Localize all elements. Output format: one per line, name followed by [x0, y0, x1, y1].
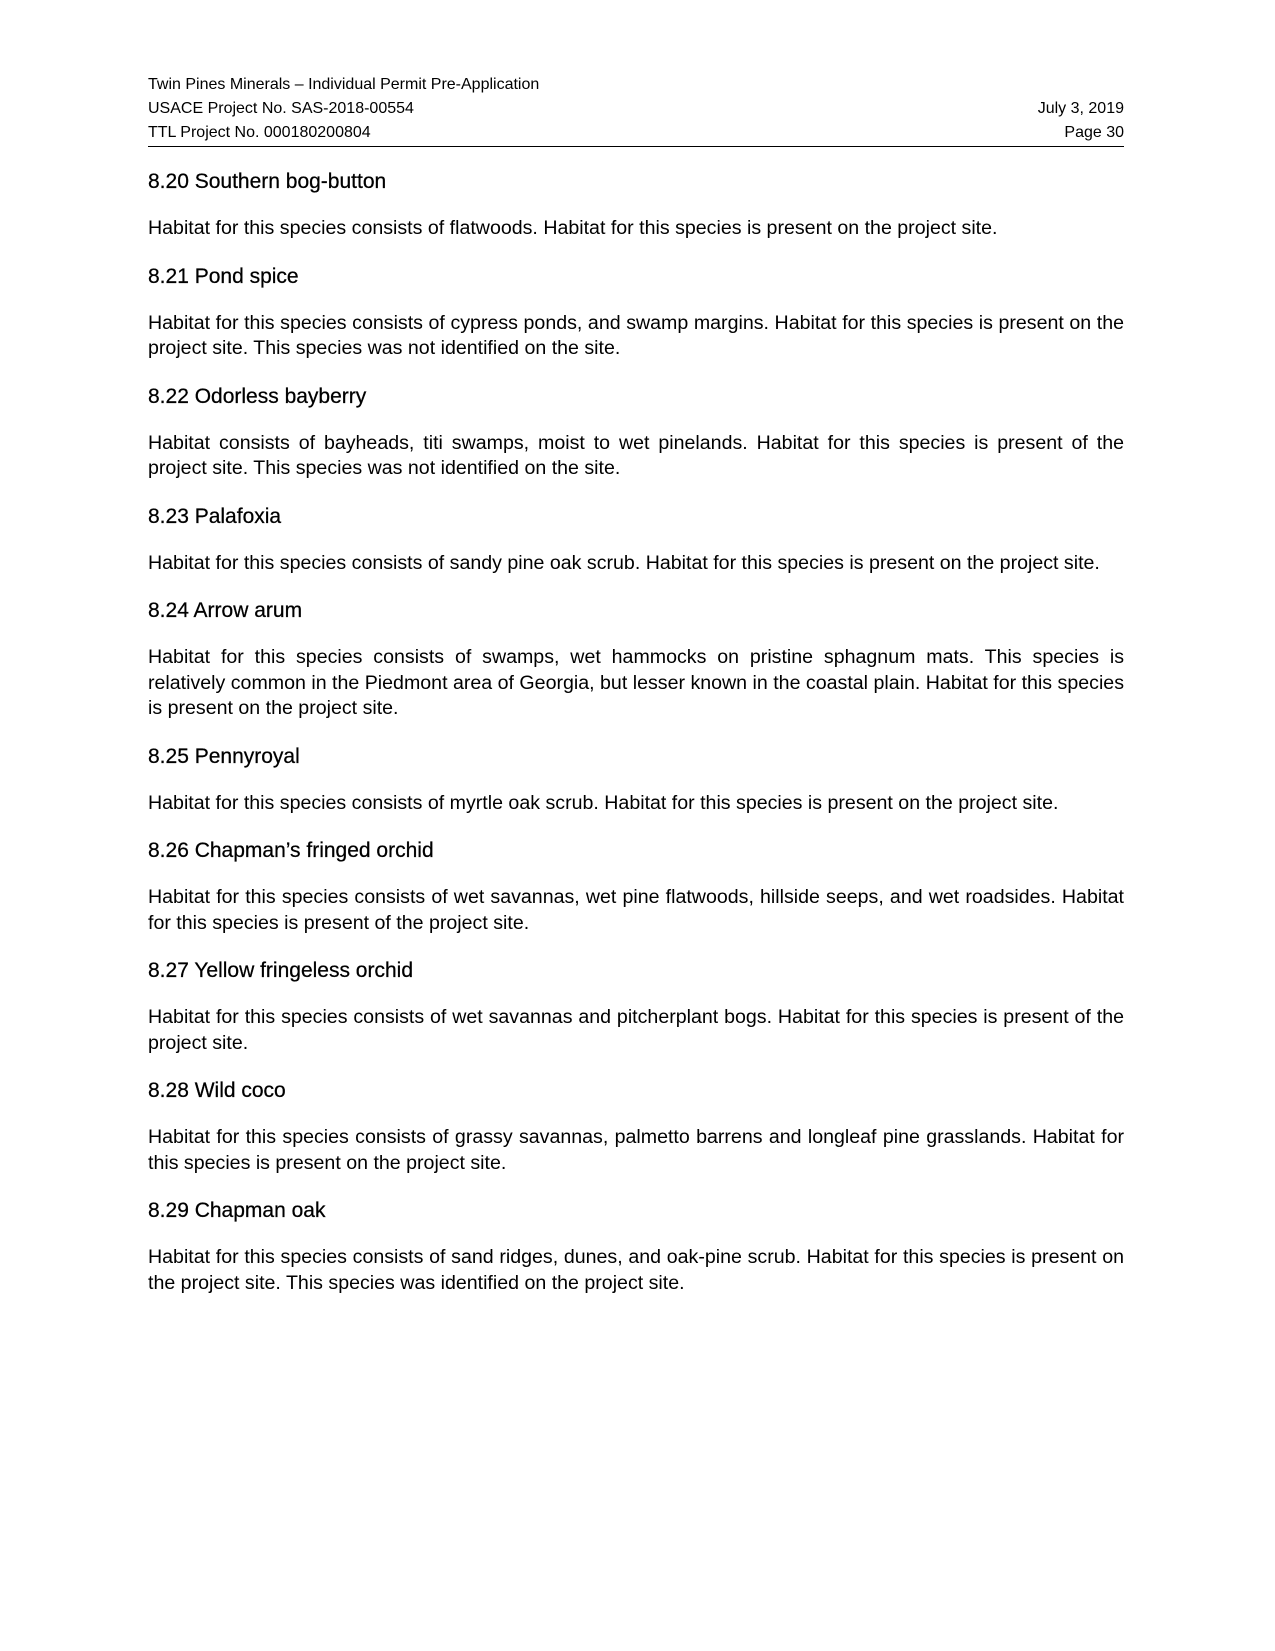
section-8-21 [148, 261, 1124, 362]
header-usace-project-number: USACE Project No. SAS-2018-00554 [148, 100, 414, 117]
header-date: July 3, 2019 [1037, 100, 1124, 117]
section-heading: 8.27 Yellow fringeless orchid [148, 959, 414, 982]
section-8-22 [148, 381, 1124, 482]
header-ttl-project-number: TTL Project No. 000180200804 [148, 124, 371, 141]
section-paragraph: Habitat for this species consists of grassy savannas, palmetto barrens and longleaf pine grasslands. Habitat for this species is present on the project site. [148, 1126, 1124, 1174]
section-paragraph: Habitat consists of bayheads, titi swamps, moist to wet pinelands. Habitat for this species is present of the project site. This species was not identified on the site. [148, 431, 1124, 479]
section-paragraph: Habitat for this species consists of flatwoods. Habitat for this species is present on the project site. [148, 217, 998, 239]
header-row-2 [148, 97, 1124, 121]
section-heading: 8.28 Wild coco [148, 1079, 286, 1102]
section-heading: 8.20 Southern bog-button [148, 170, 387, 193]
section-8-25 [148, 741, 1124, 817]
section-8-26 [148, 835, 1124, 936]
section-heading: 8.24 Arrow arum [148, 599, 303, 622]
section-paragraph: Habitat for this species consists of sandy pine oak scrub. Habitat for this species is present on the project site. [148, 551, 1100, 574]
section-heading: 8.26 Chapman’s fringed orchid [148, 839, 434, 862]
section-8-23 [148, 501, 1124, 577]
section-heading: 8.21 Pond spice [148, 264, 299, 288]
section-paragraph: Habitat for this species consists of myrtle oak scrub. Habitat for this species is present on the project site. [148, 791, 1059, 814]
section-8-29 [148, 1195, 1124, 1296]
section-8-28 [148, 1075, 1124, 1176]
section-paragraph: Habitat for this species consists of wet savannas and pitcherplant bogs. Habitat for this species is present of the project site. [148, 1006, 1124, 1054]
page-header [148, 73, 1124, 147]
section-paragraph: Habitat for this species consists of cypress ponds, and swamp margins. Habitat for this species is present on the project site. This species was not identified on the site. [148, 311, 1124, 359]
section-heading: 8.25 Pennyroyal [148, 744, 300, 768]
header-document-title: Twin Pines Minerals – Individual Permit Pre-Application [148, 76, 540, 93]
section-paragraph: Habitat for this species consists of sand ridges, dunes, and oak-pine scrub. Habitat for this species is present on the project site. This species was identified on the project site. [148, 1246, 1124, 1294]
page-content [148, 166, 1124, 1296]
section-heading: 8.22 Odorless bayberry [148, 384, 367, 408]
section-heading: 8.23 Palafoxia [148, 504, 282, 528]
section-heading: 8.29 Chapman oak [148, 1199, 326, 1222]
header-row-3 [148, 121, 1124, 145]
header-page-number: Page 30 [1064, 124, 1124, 141]
section-8-27 [148, 955, 1124, 1056]
section-8-24 [148, 595, 1124, 722]
header-row-1 [148, 73, 1124, 97]
section-paragraph: Habitat for this species consists of swamps, wet hammocks on pristine sphagnum mats. This species is relatively common in the Piedmont area of Georgia, but lesser known in the coastal plain. Habitat for this species is present on the project site. [148, 646, 1124, 719]
section-paragraph: Habitat for this species consists of wet savannas, wet pine flatwoods, hillside seeps, and wet roadsides. Habitat for this species is present of the project site. [148, 886, 1124, 934]
section-8-20 [148, 166, 1124, 242]
